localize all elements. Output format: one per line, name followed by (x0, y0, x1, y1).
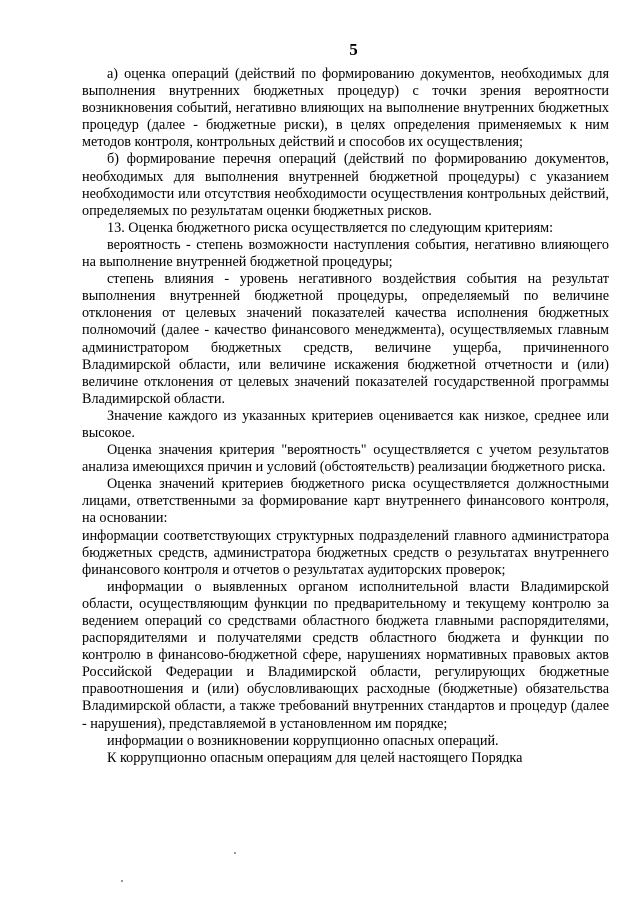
scan-artifact (234, 852, 236, 854)
paragraph-subitem-a: а) оценка операций (действий по формированию документов, необходимых для выполнения внутренних бюджетных процедур) с точки зрения вероятности возникновения событий, негативно влияющих на выполнение внутренних бюджетных процедур (далее - бюджетные риски), в целях определения применяемых к ним методов контроля, контрольных действий и способов их осуществления; (82, 66, 609, 151)
paragraph-item-13: 13. Оценка бюджетного риска осуществляется по следующим критериям: (107, 219, 554, 236)
paragraph-probability-assessment: Оценка значения критерия "вероятность" осуществляется с учетом результатов анализа имеющихся причин и условий (обстоятельств) реализации бюджетного риска. (82, 442, 609, 476)
paragraph-impact-degree: степень влияния - уровень негативного воздействия события на результат выполнения внутренней бюджетной процедуры, определяемый по величине отклонения от целевых значений показателей качества исполнения бюджетных полномочий (далее - качество финансового менеджмента), осуществляемых главным администратором бюджетных средств, величине ущерба, причиненного Владимирской области, или величине искажения бюджетной отчетности и (или) величине отклонения от целевых значений показателей государственной программы Владимирской области. (82, 271, 609, 407)
list-item-corruption: информации о возникновении коррупционно опасных операций. (107, 732, 499, 749)
body-text (82, 66, 609, 767)
list-item-structural-units: информации соответствующих структурных подразделений главного администратора бюджетных средств, администратора бюджетных средств о результатах внутреннего финансового контроля и отчетов о результатах аудиторских проверок; (82, 527, 609, 578)
paragraph-criteria-values: Значение каждого из указанных критериев оценивается как низкое, среднее или высокое. (82, 407, 609, 441)
paragraph-assessment-basis: Оценка значений критериев бюджетного риска осуществляется должностными лицами, ответственными за формирование карт внутреннего финансового контроля, на основании: (82, 476, 609, 527)
scan-artifact (121, 880, 123, 882)
page-number: 5 (349, 40, 358, 59)
list-item-violations: информации о выявленных органом исполнительной власти Владимирской области, осуществляющим функции по предварительному и текущему контролю за ведением операций со средствами областного бюджета главными распорядителями, распорядителями и получателями средств областного бюджета и функции по контролю в финансово-бюджетной сфере, нарушениях нормативных правовых актов Российской Федерации и Владимирской области, регулирующих бюджетные правоотношения и (или) обусловливающих расходные (бюджетные) обязательства Владимирской области, а также требований внутренних стандартов и процедур (далее - нарушения), представляемой в установленном им порядке; (82, 578, 609, 732)
paragraph-probability: вероятность - степень возможности наступления события, негативно влияющего на выполнение внутренней бюджетной процедуры; (82, 236, 609, 271)
paragraph-corruption-operations: К коррупционно опасным операциям для целей настоящего Порядка (107, 749, 523, 766)
paragraph-subitem-b: б) формирование перечня операций (действий по формированию документов, необходимых для выполнения внутренней бюджетной процедуры) с указанием необходимости или отсутствия необходимости осуществления контрольных действий, определяемых по результатам оценки бюджетных рисков. (82, 151, 609, 219)
